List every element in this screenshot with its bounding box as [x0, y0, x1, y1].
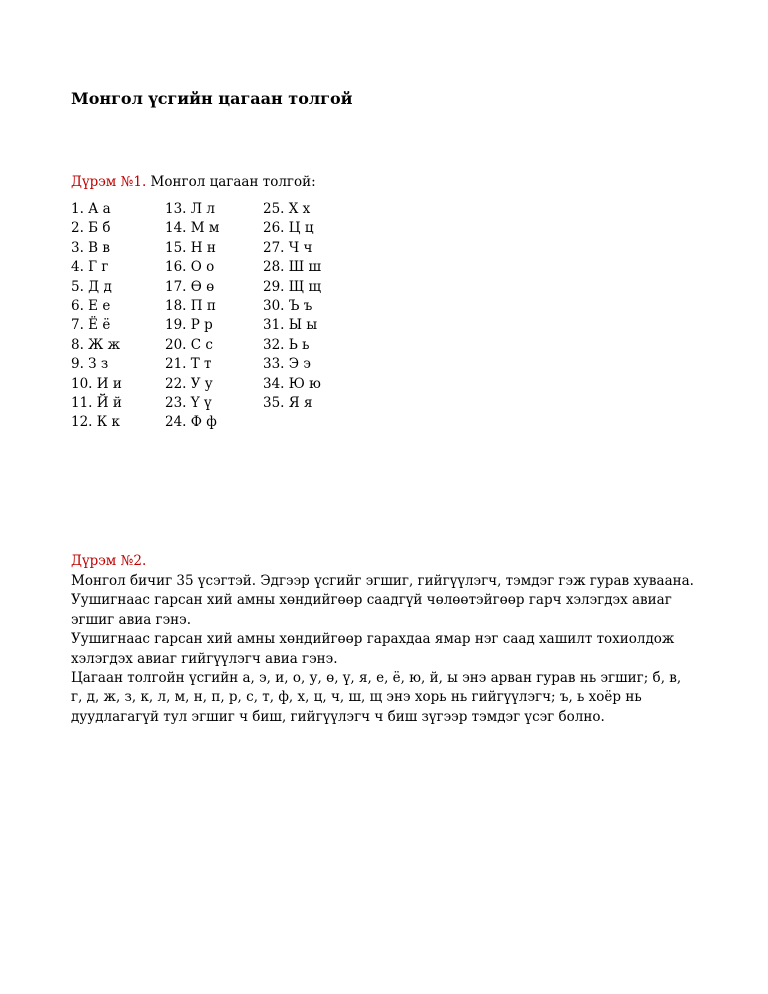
alphabet-item: 35. Я я — [263, 394, 313, 411]
alphabet-column-3 — [263, 200, 321, 413]
alphabet-item: 14. М м — [165, 220, 220, 237]
alphabet-item: 9. З з — [71, 356, 109, 373]
paragraph-line: г, д, ж, з, к, л, м, н, п, р, с, т, ф, х, ц, ч, ш, щ энэ хорь нь гийгүүлэгч; ъ, ь хоёр нь — [71, 689, 642, 706]
alphabet-item: 12. К к — [71, 414, 120, 431]
paragraph-line: хэлэгдэх авиаг гийгүүлэгч авиа гэнэ. — [71, 650, 338, 667]
alphabet-item: 6. Е е — [71, 297, 111, 314]
alphabet-item: 8. Ж ж — [71, 336, 121, 353]
rule1-text: Монгол цагаан толгой: — [146, 174, 316, 190]
alphabet-item: 20. С с — [165, 336, 213, 353]
alphabet-item: 11. Й й — [71, 394, 122, 411]
alphabet-item: 27. Ч ч — [263, 239, 313, 256]
alphabet-item: 22. У у — [165, 375, 213, 392]
alphabet-item: 17. Ө ө — [165, 278, 215, 295]
alphabet-item: 13. Л л — [165, 201, 215, 217]
alphabet-item: 5. Д д — [71, 278, 112, 295]
alphabet-item: 19. Р р — [165, 317, 213, 334]
paragraph-line: Уушигнаас гарсан хий амны хөндийгөөр саадгүй чөлөөтэйгөөр гарч хэлэгдэх авиаг — [71, 592, 672, 609]
alphabet-item: 21. Т т — [165, 356, 212, 373]
alphabet-item: 4. Г г — [71, 259, 109, 276]
alphabet-column-1 — [71, 200, 122, 433]
alphabet-item: 31. Ы ы — [263, 317, 318, 334]
alphabet-item: 10. И и — [71, 375, 122, 392]
alphabet-item: 33. Э э — [263, 356, 311, 373]
rule2-label: Дүрэм №2. — [71, 553, 147, 569]
document-title: Монгол үсгийн цагаан толгой — [71, 89, 353, 108]
paragraph-line: Цагаан толгойн үсгийн а, э, и, о, у, ө, ү, я, е, ё, ю, й, ы энэ арван гурав нь эгшиг; б, в, — [71, 669, 682, 686]
alphabet-item: 24. Ф ф — [165, 414, 217, 431]
alphabet-item: 1. А а — [71, 201, 111, 217]
alphabet-item: 26. Ц ц — [263, 220, 314, 237]
rule1-label: Дүрэм №1. — [71, 174, 147, 190]
alphabet-item: 7. Ё ё — [71, 317, 111, 334]
alphabet-item: 18. П п — [165, 297, 216, 314]
alphabet-item: 3. В в — [71, 239, 110, 256]
rule2-paragraph — [71, 572, 711, 727]
paragraph-line: дуудлагагүй тул эгшиг ч биш, гийгүүлэгч ч биш зүгээр тэмдэг үсэг болно. — [71, 708, 605, 725]
alphabet-item: 25. Х х — [263, 201, 311, 217]
alphabet-item: 15. Н н — [165, 239, 216, 256]
alphabet-item: 23. Ү ү — [165, 394, 212, 411]
rule1-heading — [71, 173, 316, 192]
alphabet-column-2 — [165, 200, 219, 433]
alphabet-item: 2. Б б — [71, 220, 111, 237]
paragraph-line: Монгол бичиг 35 үсэгтэй. Эдгээр үсгийг эгшиг, гийгүүлэгч, тэмдэг гэж гурав хуваана. — [71, 573, 694, 589]
paragraph-line: эгшиг авиа гэнэ. — [71, 611, 192, 628]
alphabet-item: 32. Ь ь — [263, 336, 310, 353]
alphabet-item: 30. Ъ ъ — [263, 297, 313, 314]
alphabet-item: 28. Ш ш — [263, 259, 322, 276]
alphabet-item: 29. Щ щ — [263, 278, 322, 295]
paragraph-line: Уушигнаас гарсан хий амны хөндийгөөр гарахдаа ямар нэг саад хашилт тохиолдож — [71, 631, 675, 648]
alphabet-item: 16. О о — [165, 259, 215, 276]
alphabet-item: 34. Ю ю — [263, 375, 321, 392]
